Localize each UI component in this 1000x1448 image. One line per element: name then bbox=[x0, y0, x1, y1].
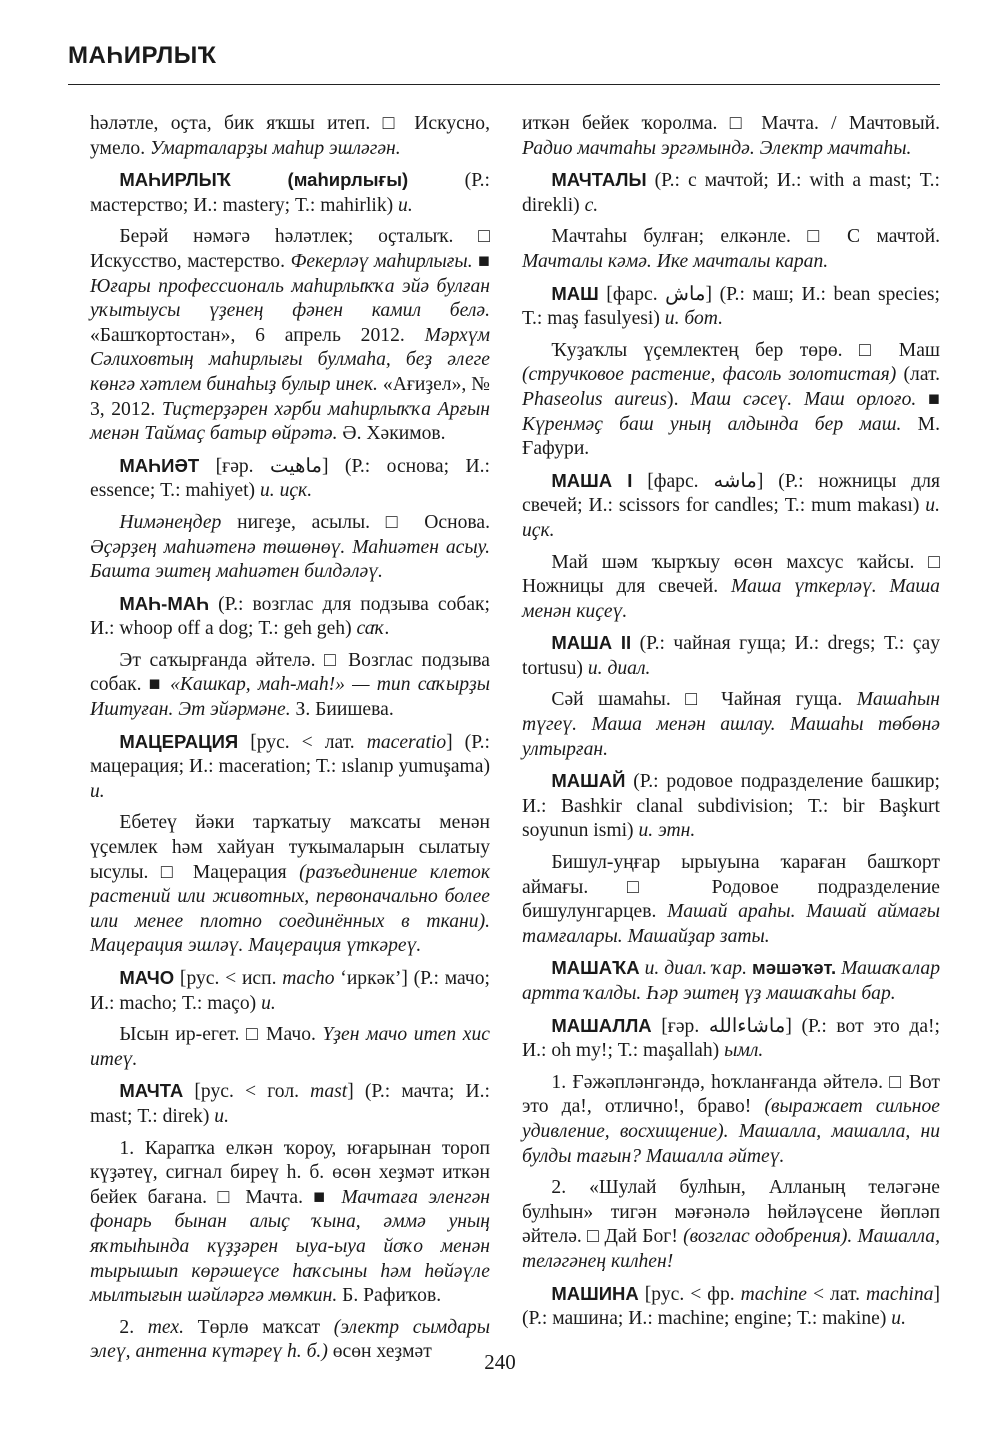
italic-text: mast bbox=[310, 1081, 348, 1103]
entry-paragraph bbox=[90, 511, 490, 585]
text: 1. Ғәжәпләнгәндә, һоҡланғанда әйтелә. □ Вот это да!, отлично!, браво! bbox=[522, 1071, 940, 1118]
text: Бишул-уңғар ырыуына ҡараған башҡорт аймағы. □ Родовое подразделение бишулунгарцев. bbox=[522, 852, 940, 923]
italic-text: и. bbox=[90, 780, 105, 802]
dictionary-entry bbox=[90, 592, 490, 642]
text: Мачтаһы булған; елкәнле. □ С мачтой. bbox=[551, 226, 940, 248]
italic-text: (выражает сильное удивление, восхищение). Машалла, машалла, ни булды тағын? Машалла әйтеү. bbox=[522, 1096, 940, 1167]
dictionary-entry bbox=[522, 769, 940, 844]
italic-text: Умарталарҙы маһир эшләгән. bbox=[150, 137, 401, 159]
text: 2. bbox=[119, 1316, 148, 1338]
text: «Башҡортостан», 6 апрель 2012. bbox=[90, 324, 425, 346]
entry-paragraph bbox=[90, 1023, 490, 1072]
headword: МАЧО bbox=[119, 967, 175, 988]
text: Май шәм ҡырҡыу өсөн махсус ҡайсы. □ Ножницы для свечей. bbox=[522, 551, 940, 598]
text: [ғәр. ماشاءالله] (Р.: вот это да!; И.: oh my!; Т.: maşallah) bbox=[522, 1015, 940, 1062]
text: «Ағиҙел», № 3, 2012. bbox=[90, 373, 490, 420]
headword: мәшәҡәт. bbox=[752, 957, 837, 979]
text: ‘иркәк’] (Р.: мачо; И.: macho; Т.: maço) bbox=[90, 968, 490, 1014]
italic-text: саҡ. bbox=[356, 618, 390, 640]
italic-text: ымл. bbox=[724, 1040, 764, 1062]
text: [рус. < гол. bbox=[183, 1081, 311, 1103]
italic-text: Мачталы кәмә. Ике мачталы карап. bbox=[522, 250, 829, 272]
italic-text: и. бот. bbox=[664, 308, 724, 330]
italic-text: Маш сәсеү. Маш орлоғо. bbox=[690, 388, 917, 410]
italic-text: (электр сымдары элеү, антенна күтәреү һ. б.) bbox=[90, 1316, 490, 1363]
italic-text: Радио мачтаһы эргәмындә. Электр мачтаһы. bbox=[522, 137, 912, 159]
italic-text: machine bbox=[740, 1283, 808, 1305]
headword: МАЧТАЛЫ bbox=[551, 169, 647, 191]
text: [рус. < исп. bbox=[174, 968, 283, 989]
text: 2. «Шулай булһын, Алланың теләгәне булһын» тигән мәғәнәлә һөйләүсене йөпләп әйтелә. □ Дай Бог! bbox=[522, 1177, 940, 1248]
dictionary-entry bbox=[90, 730, 490, 805]
text: Ә. Хәкимов. bbox=[337, 423, 446, 445]
italic-text: macho bbox=[282, 968, 335, 989]
italic-text: Мәрхүм Сәлиховтың маһирлығы булмаһа, беҙ әлеге көнгә хәтлем бинаһыҙ булыр инек. bbox=[90, 324, 490, 395]
text: Ҡуҙаҡлы үҫемлектең бер төрө. □ Маш bbox=[551, 339, 940, 361]
italic-text: Әҫәрҙең маһиәтенә төшөнөү. Маһиәтен асыу. Башта эштең маһиәтен билдәләү. bbox=[90, 536, 490, 583]
italic-text: Фекерләү маһирлығы. bbox=[290, 250, 473, 272]
text: ] (Р.: машина; И.: machine; engine; Т.: makine) bbox=[522, 1283, 940, 1330]
entry-paragraph bbox=[90, 225, 490, 446]
dictionary-entry bbox=[90, 168, 490, 218]
text: З. Биишева. bbox=[290, 699, 394, 721]
italic-text: и. bbox=[398, 194, 413, 216]
italic-text: Phaseolus aureus bbox=[522, 388, 668, 410]
text: [фарс. ماش] (Р.: маш; И.: bean species; Т.: maş fasulyesi) bbox=[522, 283, 940, 330]
italic-text: и. диал. bbox=[587, 657, 651, 679]
entry-paragraph bbox=[90, 649, 490, 723]
text: М. Ғафури. bbox=[522, 413, 940, 460]
headword: МАЦЕРАЦИЯ bbox=[119, 730, 239, 752]
text: (лат. bbox=[896, 364, 940, 386]
entry-paragraph bbox=[90, 811, 490, 959]
entry-paragraph bbox=[90, 112, 490, 161]
dictionary-entry bbox=[522, 631, 940, 681]
text: (Р.: родовое подразделение башкир; И.: Bashkir clanal subdivision; Т.: bir Başkurt soyunun ismi) bbox=[522, 771, 940, 842]
entry-paragraph bbox=[522, 1071, 940, 1169]
text: иткән бейек ҡоролма. □ Мачта. / Мачтовый. bbox=[522, 113, 940, 134]
italic-text: и. bbox=[214, 1105, 229, 1127]
headword: МАША II bbox=[551, 632, 632, 654]
italic-text: (разъединение клеток растений или животных, первоначально более или менее плотно соединённых в ткани). Мацерация эшләү. Мацерация үткәреү. bbox=[90, 861, 490, 957]
text: Эт саҡырғанда әйтелә. □ Возглас подзыва собак. ■ bbox=[90, 649, 490, 696]
italic-text: Үҙен мачо итеп хис итеү. bbox=[90, 1024, 490, 1070]
text: ). bbox=[667, 388, 691, 410]
dictionary-entry bbox=[522, 282, 940, 332]
text: [рус. < фр. bbox=[638, 1283, 741, 1305]
italic-text: с. bbox=[584, 194, 599, 216]
italic-text: и. диал. ҡар. bbox=[644, 958, 748, 980]
headword: МАШАЛЛА bbox=[551, 1014, 652, 1036]
headword: МАҺИРЛЫҠ (маһирлығы) bbox=[119, 169, 409, 191]
entry-paragraph bbox=[522, 851, 940, 949]
italic-text: Нимәнеңдер bbox=[119, 511, 222, 533]
text: өсөн хеҙмәт bbox=[327, 1341, 432, 1363]
text: нигеҙе, асылы. □ Основа. bbox=[221, 511, 490, 533]
text: ■ bbox=[916, 388, 941, 410]
left-column bbox=[90, 112, 490, 1372]
dictionary-entry bbox=[522, 956, 940, 1006]
header-rule bbox=[68, 84, 940, 85]
right-column bbox=[522, 112, 940, 1339]
entry-paragraph bbox=[90, 1137, 490, 1309]
italic-text: machina bbox=[865, 1283, 934, 1305]
entry-paragraph bbox=[522, 551, 940, 625]
dictionary-entry bbox=[522, 469, 940, 544]
dictionary-entry bbox=[522, 1282, 940, 1332]
text: ] (Р.: мачта; И.: mast; Т.: direk) bbox=[90, 1081, 490, 1127]
italic-text: Юғары профессиональ маһирлыҡҡа эйә булған уҡытыусы үҙенең фәнен камил белә. bbox=[90, 275, 490, 322]
italic-text: Мачтаға эленгән фонарь бынан алыҫ ҡына, әммә уның яҡтыһында күҙҙәрен ыуа-ыуа йоҡо менән тырышып көрәшеүсе һаҡсыны һәм һөйәүле мылтығын шәйләргә мөмкин. bbox=[90, 1186, 490, 1307]
italic-text: тех. bbox=[147, 1316, 184, 1338]
dictionary-entry bbox=[522, 1014, 940, 1064]
headword: МАША I bbox=[551, 469, 633, 491]
text: һәләтле, оҫта, бик яҡшы итеп. □ Искусно, умело. bbox=[90, 113, 490, 159]
text: Сәй шамаһы. □ Чайная гуща. bbox=[551, 689, 857, 711]
entry-paragraph bbox=[522, 1176, 940, 1274]
italic-text: (возглас одобрения). Машалла, теләгәнең килһен! bbox=[522, 1226, 940, 1272]
entry-paragraph bbox=[522, 112, 940, 161]
text: < лат. bbox=[807, 1283, 866, 1305]
text: [ғәр. ماهیت] (Р.: основа; И.: essence; Т.: mahiyet) bbox=[90, 455, 490, 502]
text: (Р.: мастерство; И.: mastery; Т.: mahirlik) bbox=[90, 170, 490, 216]
italic-text: и. bbox=[261, 992, 276, 1014]
headword: МАШАҠА bbox=[551, 957, 640, 979]
entry-paragraph bbox=[522, 688, 940, 762]
text: Б. Рафиҡов. bbox=[337, 1285, 442, 1307]
page-number: 240 bbox=[484, 1350, 516, 1374]
dictionary-entry bbox=[90, 1079, 490, 1129]
text: (Р.: возглас для подзыва собак; И.: whoop off a dog; Т.: geh geh) bbox=[90, 593, 490, 640]
headword: МАҺ-МАҺ bbox=[119, 592, 210, 614]
italic-text: Машаһын түгеү. Маша менән ашлау. Машаһы төбөнә ултырған. bbox=[522, 689, 940, 760]
italic-text: Тиҫтерҙәрен хәрби маһирлыҡҡа Арғын менән Таймаҫ батыр өйрәтә. bbox=[90, 398, 491, 445]
italic-text: Машай араһы. Машай аймағы тамғалары. Машайҙар заты. bbox=[522, 901, 940, 947]
dictionary-entry bbox=[522, 168, 940, 218]
italic-text: и. этн. bbox=[638, 820, 696, 842]
text: [фарс. ماشه] (Р.: ножницы для свечей; И.: scissors for candles; Т.: mum makası) bbox=[522, 470, 940, 517]
text: Ебетеү йәки тарҡатыу маҡсаты менән үҫемлек һәм хайуан туҡымаларын сылатыу ысулы. □ Мацерация bbox=[90, 812, 490, 883]
text: (Р.: с мачтой; И.: with a mast; Т.: direkli) bbox=[522, 170, 940, 216]
text: ■ bbox=[472, 250, 490, 272]
running-head: МАҺИРЛЫҠ bbox=[68, 42, 217, 69]
headword: МАШ bbox=[551, 282, 599, 304]
dictionary-entry bbox=[90, 454, 490, 504]
text: Төрлө маҡсат bbox=[183, 1316, 334, 1338]
italic-text: (стручковое растение, фасоль золотистая) bbox=[522, 364, 897, 386]
headword: МАШИНА bbox=[551, 1282, 639, 1304]
text: [рус. < лат. bbox=[238, 731, 367, 753]
entry-paragraph bbox=[522, 225, 940, 274]
text: 1. Карапҡа елкән ҡороу, юғарынан тороп күҙәтеү, сигнал биреү һ. б. өсөн хеҙмәт иткән бейек бағана. □ Мачта. ■ bbox=[90, 1137, 490, 1208]
italic-text: и. иҫк. bbox=[522, 495, 940, 541]
text: ] (Р.: мацерация; И.: maceration; Т.: ıslanıp yumuşama) bbox=[90, 731, 490, 778]
text: Берәй нәмәгә һәләтлек; оҫталыҡ. □ Искусство, мастерство. bbox=[90, 226, 490, 272]
headword: МАЧТА bbox=[119, 1080, 184, 1102]
italic-text: Маша үткерләү. Маша менән киҫеү. bbox=[522, 576, 940, 622]
italic-text: Күренмәҫ баш уның алдында бер маш. bbox=[522, 413, 902, 435]
text: (Р.: чайная гуща; И.: dregs; Т.: çay tortusu) bbox=[522, 633, 940, 679]
text: Ысын ир-егет. □ Мачо. bbox=[119, 1024, 323, 1046]
headword: МАШАЙ bbox=[551, 770, 626, 792]
entry-paragraph bbox=[522, 339, 940, 462]
italic-text: и. bbox=[891, 1308, 906, 1330]
italic-text: «Кашкар, маһ-маһ!» — тип саҡырҙы Иштуған. Эт эйәрмәне. bbox=[90, 674, 490, 721]
dictionary-entry bbox=[90, 966, 490, 1016]
italic-text: Машаҡалар артта ҡалды. Һәр эштең үҙ машаҡаһы бар. bbox=[522, 958, 941, 1004]
headword: МАҺИӘТ bbox=[119, 454, 200, 476]
italic-text: maceratio bbox=[366, 731, 447, 753]
italic-text: и. иҫк. bbox=[259, 480, 313, 502]
